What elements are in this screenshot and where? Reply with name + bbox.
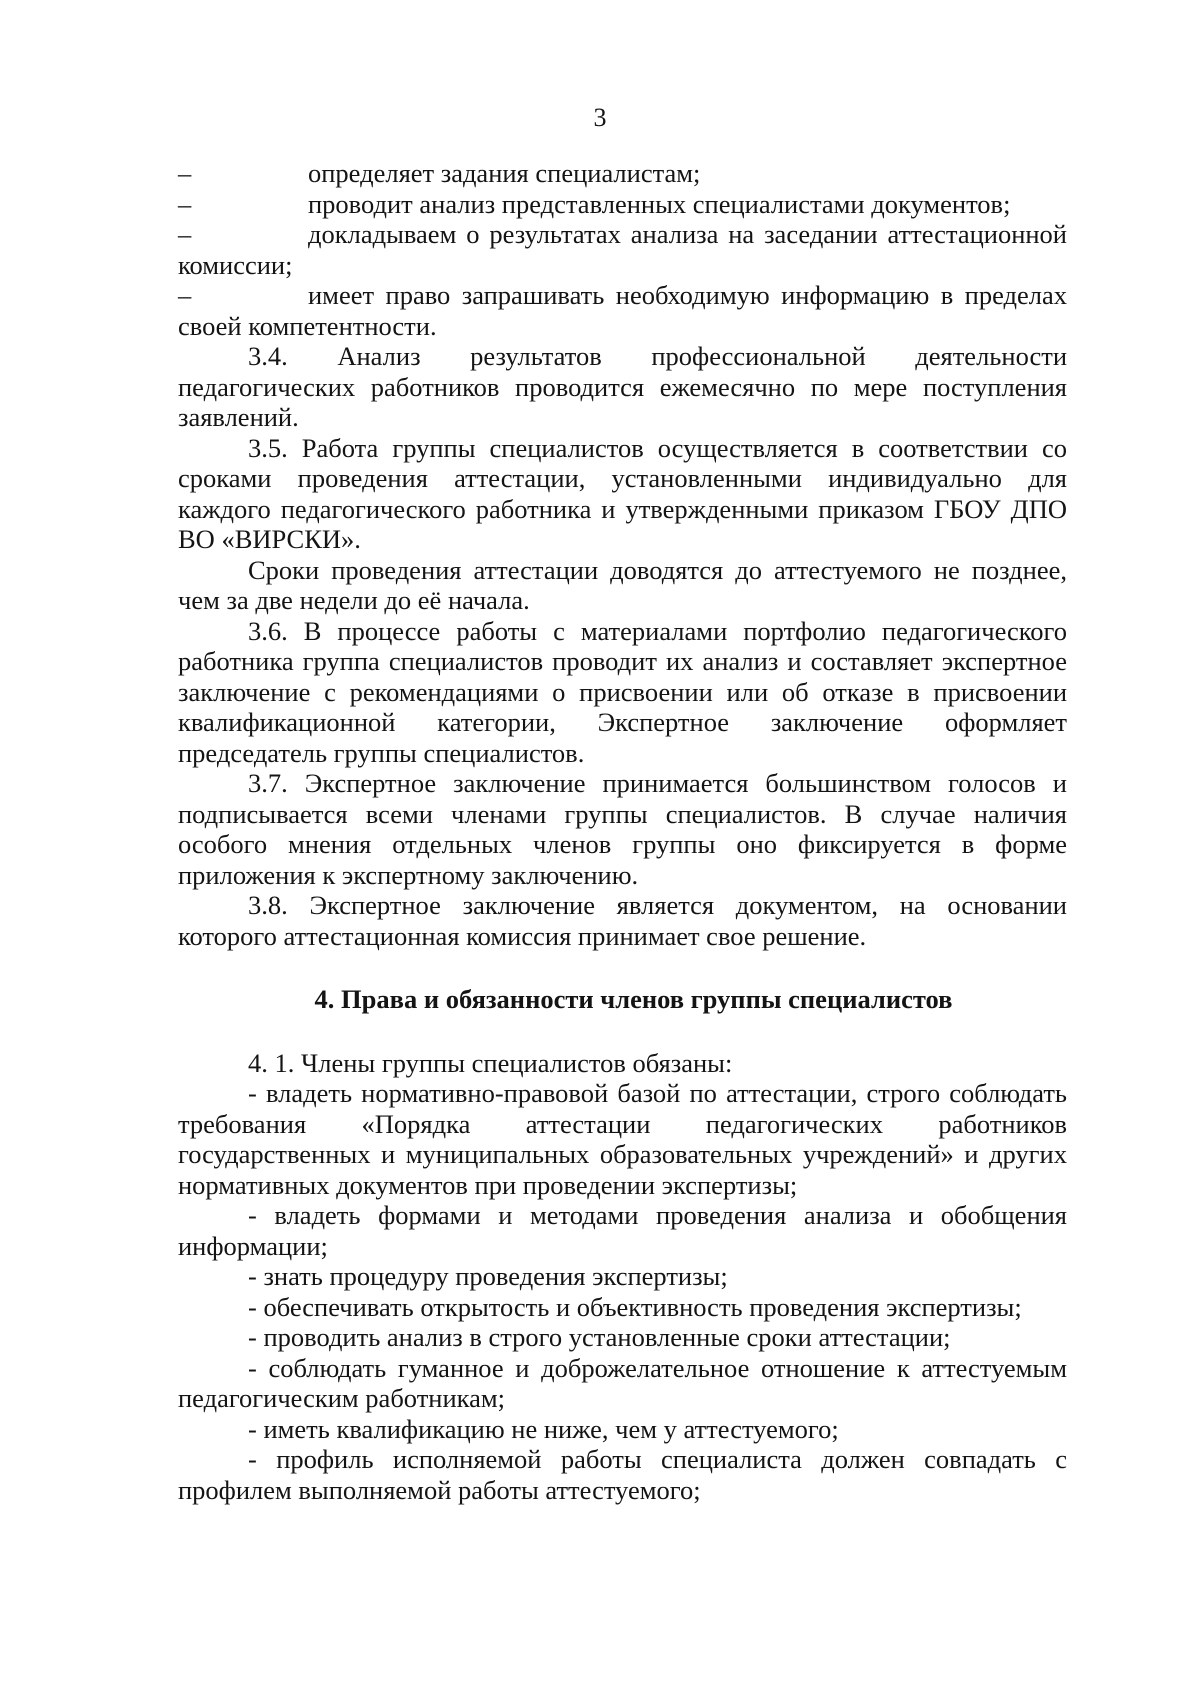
dash-mark: – <box>178 188 192 219</box>
dash-item <box>178 158 1067 189</box>
dash-mark: – <box>178 158 192 188</box>
dash-item-text: имеет право запрашивать необходимую информацию в пределах своей компетентности. <box>178 280 1067 341</box>
paragraph-3-6: 3.6. В процессе работы с материалами портфолио педагогического работника группа специалистов проводит их анализ и составляет экспертное заключение с рекомендациями о присвоении или об отказе в присвоении квалификационной категории, Экспертное заключение оформляет председатель группы специалистов. <box>178 615 1067 768</box>
dash-mark: – <box>178 219 192 249</box>
obligation-item: - обеспечивать открытость и объективность проведения экспертизы; <box>248 1291 1022 1322</box>
document-body <box>178 158 1067 1505</box>
dash-item <box>178 219 1067 280</box>
paragraph-3-7: 3.7. Экспертное заключение принимается большинством голосов и подписывается всеми членами группы специалистов. В случае наличия особого мнения отдельных членов группы оно фиксируется в форме приложения к экспертному заключению. <box>178 768 1067 890</box>
paragraph-terms: Сроки проведения аттестации доводятся до аттестуемого не позднее, чем за две недели до её начала. <box>178 554 1067 615</box>
dash-item <box>178 189 1067 220</box>
obligation-item: - профиль исполняемой работы специалиста должен совпадать с профилем выполняемой работы аттестуемого; <box>178 1444 1067 1505</box>
spacer <box>178 1015 1067 1048</box>
obligation-item: - владеть формами и методами проведения анализа и обобщения информации; <box>178 1200 1067 1261</box>
dash-item-text: проводит анализ представленных специалистами документов; <box>308 188 1011 219</box>
obligation-item: - знать процедуру проведения экспертизы; <box>248 1261 728 1291</box>
section-heading: 4. Права и обязанности членов группы специалистов <box>314 984 953 1014</box>
dash-mark: – <box>178 280 192 310</box>
page-number: 3 <box>593 103 607 132</box>
dash-item-text: определяет задания специалистам; <box>308 158 701 188</box>
paragraph-3-8: 3.8. Экспертное заключение является документом, на основании которого аттестационная комиссия принимает свое решение. <box>178 890 1067 951</box>
dash-item <box>178 280 1067 341</box>
obligation-item: - проводить анализ в строго установленные сроки аттестации; <box>248 1322 951 1352</box>
section-4-1-intro: 4. 1. Члены группы специалистов обязаны: <box>248 1047 733 1078</box>
obligation-item: - соблюдать гуманное и доброжелательное отношение к аттестуемым педагогическим работникам; <box>178 1352 1067 1413</box>
spacer <box>178 951 1067 984</box>
paragraph-3-4: 3.4. Анализ результатов профессиональной деятельности педагогических работников проводится ежемесячно по мере поступления заявлений. <box>178 341 1067 432</box>
paragraph-3-5: 3.5. Работа группы специалистов осуществляется в соответствии со сроками проведения аттестации, установленными индивидуально для каждого педагогического работника и утвержденными приказом ГБОУ ДПО ВО «ВИРСКИ». <box>178 432 1067 554</box>
dash-item-text: докладываем о результатах анализа на заседании аттестационной комиссии; <box>178 219 1067 280</box>
obligation-item: - владеть нормативно-правовой базой по аттестации, строго соблюдать требования «Порядка аттестации педагогических работников государственных и муниципальных образовательных учреждений» и других нормативных документов при проведении экспертизы; <box>178 1078 1067 1200</box>
obligation-item: - иметь квалификацию не ниже, чем у аттестуемого; <box>248 1413 839 1444</box>
